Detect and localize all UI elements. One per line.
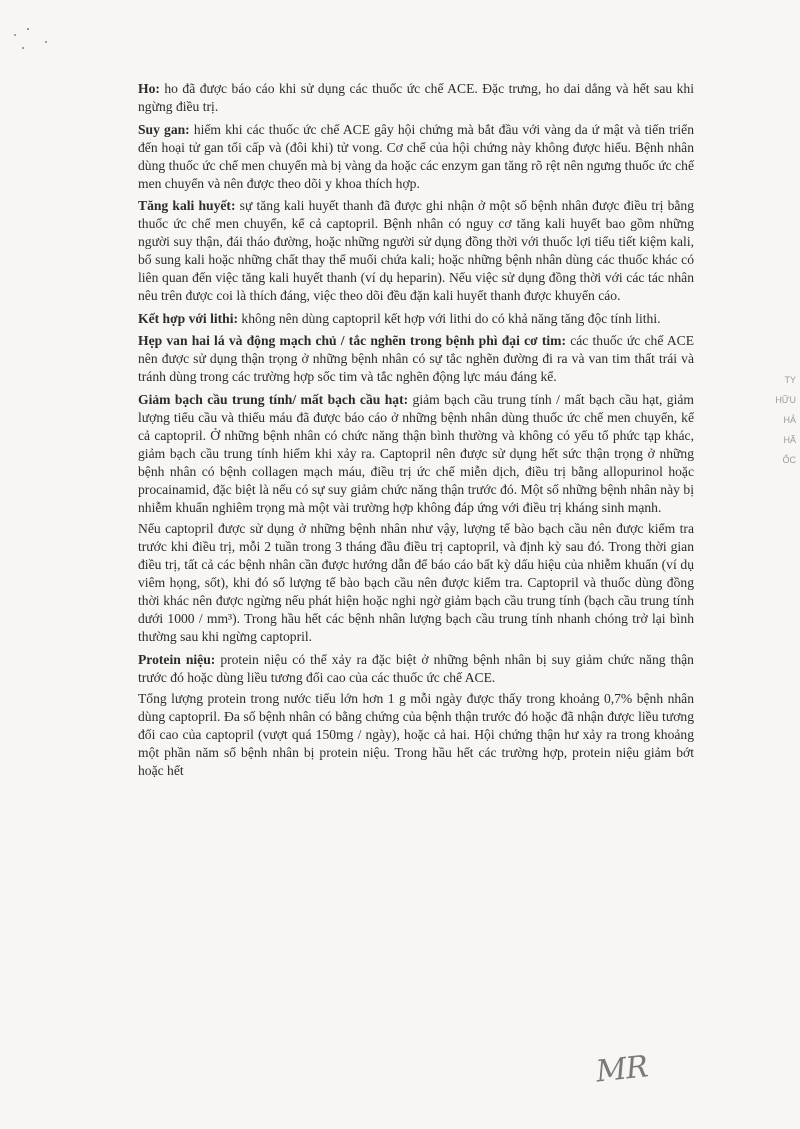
bleed-mark: HÃ [783,435,796,445]
paragraph-text: không nên dùng captopril kết hợp với lithi do có khả năng tăng độc tính lithi. [238,310,661,326]
paragraph-heading: Kết hợp với lithi: [138,310,239,326]
paragraph-heading: Ho: [138,81,160,96]
scan-speck [14,34,16,36]
paragraph-heading: Tăng kali huyết: [138,198,236,213]
scan-speck [22,47,24,49]
paragraph-proteinuria [138,651,694,687]
scan-speck [45,41,47,43]
paragraph-text: ho đã được báo cáo khi sử dụng các thuốc ức chế ACE. Đặc trưng, ho dai dẳng và hết sau khi ngừng điều trị. [138,81,694,114]
paragraph-valve-stenosis [138,332,694,386]
paragraph-text: Nếu captopril được sử dụng ở những bệnh nhân như vậy, lượng tế bào bạch cầu nên được kiểm tra trước khi điều trị, mỗi 2 tuần trong 3 tháng đầu điều trị captopril, và định kỳ sau đó. Trong thời gian điều trị, tất cả các bệnh nhân cần được hướng dẫn để báo cáo bất kỳ dấu hiệu của nhiễm khuẩn (ví dụ viêm họng, sốt), khi đó số lượng tế bào bạch cầu nên được kiểm tra. Captopril và thuốc dùng đồng thời khác nên được ngừng nếu phát hiện hoặc nghi ngờ giảm bạch cầu trung tính (bạch cầu trung tính dưới 1000 / mm³). Trong hầu hết các bệnh nhân lượng bạch cầu trung tính nhanh chóng trở lại bình thường sau khi ngừng captopril. [138,521,694,644]
bleed-mark: TY [784,375,796,385]
paragraph-neutropenia-monitoring [138,520,694,646]
scan-speck [27,28,29,30]
paragraph-text: các thuốc ức chế ACE nên được sử dụng thận trọng ở những bệnh nhân có sự tắc nghẽn đường đi ra và van tim thất trái và tránh dùng trong các trường hợp sốc tim và tắc nghẽn động lực máu đáng kể. [138,333,695,384]
paragraph-cough [138,80,694,116]
paragraph-neutropenia [138,391,694,517]
scan-bleed-margin [762,370,800,540]
bleed-mark: HẢ [783,415,796,425]
paragraph-text: sự tăng kali huyết thanh đã được ghi nhận ở một số bệnh nhân được điều trị bằng thuốc ức chế men chuyển, kể cả captopril. Bệnh nhân có nguy cơ tăng kali huyết bao gồm những người suy thận, đái tháo đường, hoặc những người sử dụng đồng thời với thuốc lợi tiểu tiết kiệm kali, bổ sung kali hoặc những chất thay thế muối chứa kali; hoặc những bệnh nhân dùng các thuốc khác có liên quan đến việc tăng kali huyết thanh (ví dụ heparin). Nếu việc sử dụng đồng thời với các tác nhân nêu trên được coi là thích đáng, việc theo dõi đều đặn kali huyết thanh được khuyến cáo. [138,198,694,303]
paragraph-proteinuria-detail [138,690,694,780]
paragraph-text: hiếm khi các thuốc ức chế ACE gây hội chứng mà bắt đầu với vàng da ứ mật và tiến triển đến hoại tử gan tối cấp và (đôi khi) tử vong. Cơ chế của hội chứng này không được hiểu. Bệnh nhân dùng thuốc ức chế men chuyển mà bị vàng da hoặc các enzym gan tăng rõ rệt nên ngưng thuốc ức chế men chuyển và nên được theo dõi y khoa thích hợp. [138,121,695,191]
document-body [138,80,694,785]
handwritten-initials: MR [594,1049,650,1090]
paragraph-text: protein niệu có thể xảy ra đặc biệt ở những bệnh nhân bị suy giảm chức năng thận trước đó hoặc dùng liều tương đối cao của các thuốc ức chế ACE. [138,651,694,685]
paragraph-hyperkalemia [138,197,694,305]
paragraph-heading: Hẹp van hai lá và động mạch chủ / tắc nghẽn trong bệnh phì đại cơ tim: [138,333,566,348]
paragraph-heading: Giảm bạch cầu trung tính/ mất bạch cầu hạt: [138,391,409,407]
paragraph-liver-failure [138,121,694,193]
bleed-mark: HỮU [775,395,796,405]
paragraph-heading: Protein niệu: [138,651,216,667]
paragraph-text: giảm bạch cầu trung tính / mất bạch cầu hạt, giảm lượng tiểu cầu và thiếu máu đã được báo cáo ở những bệnh nhân dùng thuốc ức chế men chuyển, kể cả captopril. Ở những bệnh nhân có chức năng thận bình thường và không có yếu tố phức tạp khác, giảm bạch cầu trung tính hiếm khi xảy ra. Captopril nên được sử dụng hết sức thận trọng ở những bệnh nhân có bệnh collagen mạch máu, điều trị ức chế miễn dịch, điều trị bằng allopurinol hoặc procainamid, đặc biệt là nếu có sự suy giảm chức năng thận trước đó. Một số những bệnh nhân này bị nhiễm khuẩn nghiêm trọng mà một vài trường hợp không đáp ứng với điều trị kháng sinh mạnh. [138,391,694,515]
paragraph-text: Tổng lượng protein trong nước tiểu lớn hơn 1 g mỗi ngày được thấy trong khoảng 0,7% bệnh nhân dùng captopril. Đa số bệnh nhân có bằng chứng của bệnh thận trước đó hoặc đã nhận được liều tương đối cao của captopril (vượt quá 150mg / ngày), hoặc cả hai. Hội chứng thận hư xảy ra trong khoảng một phần năm số bệnh nhân bị protein niệu. Trong hầu hết các trường hợp, protein niệu giảm bớt hoặc hết [138,691,694,778]
paragraph-lithium [138,310,694,328]
paragraph-heading: Suy gan: [138,121,190,137]
bleed-mark: ỐC [782,455,796,465]
